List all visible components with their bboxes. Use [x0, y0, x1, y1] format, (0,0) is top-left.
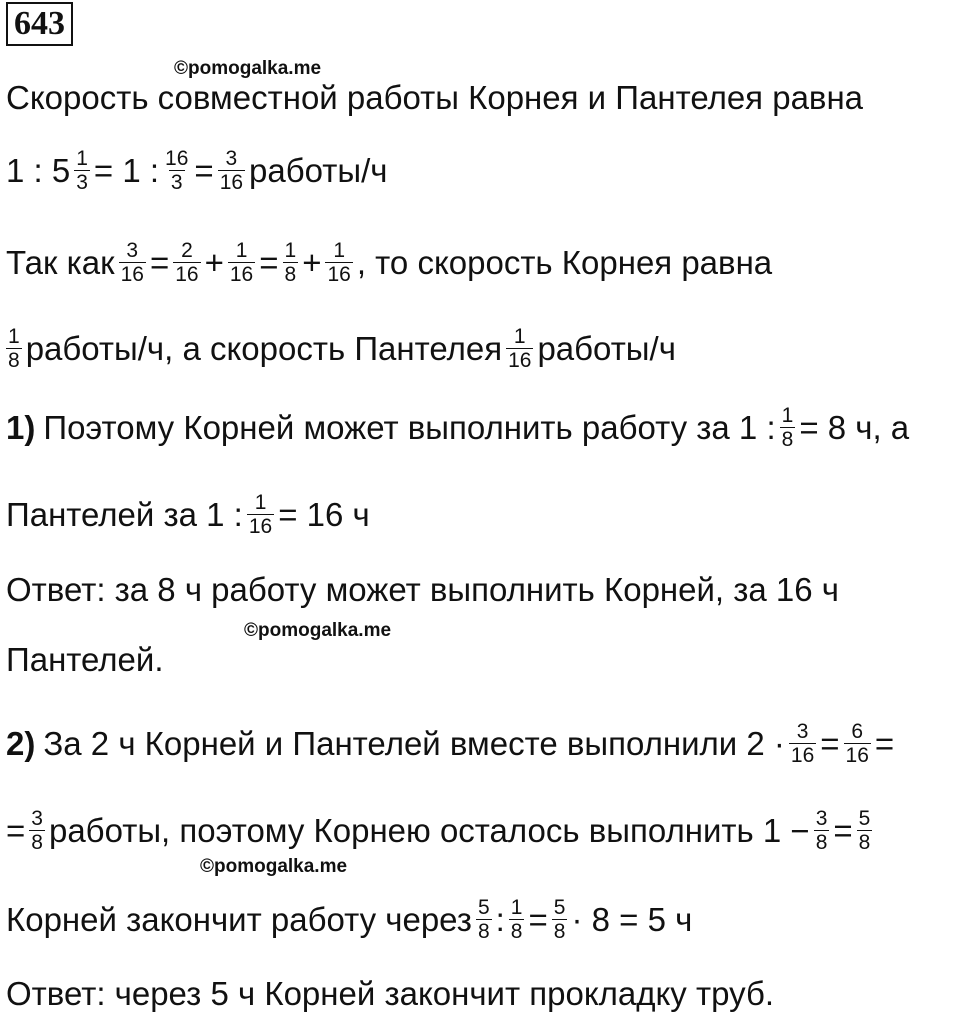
denominator: 16 — [248, 515, 273, 538]
text: = — [874, 725, 895, 762]
denominator: 8 — [510, 920, 523, 943]
text: За 2 ч Корней и Пантелей вместе выполнили 2 · — [43, 725, 785, 762]
numerator: 1 — [333, 239, 345, 262]
denominator: 3 — [170, 171, 183, 194]
text: = 1 : — [93, 152, 160, 189]
watermark: ©pomogalka.me — [174, 58, 322, 79]
line-11 — [6, 897, 692, 943]
numerator: 1 — [8, 325, 20, 348]
text: : — [495, 901, 505, 938]
denominator: 8 — [284, 263, 297, 286]
numerator: 3 — [31, 807, 43, 830]
fraction — [789, 721, 816, 767]
line-7 — [6, 570, 839, 610]
fraction — [283, 240, 299, 286]
fraction — [247, 492, 274, 538]
text: = 8 ч, а — [799, 409, 910, 446]
line-4 — [6, 326, 676, 372]
text: Пантелей за 1 : — [6, 496, 243, 533]
fraction — [163, 148, 190, 194]
denominator: 16 — [219, 171, 244, 194]
text: + — [204, 244, 224, 281]
line-10 — [6, 808, 876, 854]
text: = — [194, 152, 214, 189]
numerator: 5 — [858, 807, 871, 830]
fraction — [173, 240, 200, 286]
text: = — [528, 901, 548, 938]
line-6 — [6, 492, 370, 538]
fraction — [6, 326, 22, 372]
numerator: 1 — [254, 491, 267, 514]
fraction — [476, 897, 492, 943]
denominator: 16 — [229, 263, 254, 286]
denominator: 16 — [790, 744, 815, 767]
fraction — [844, 721, 871, 767]
fraction — [29, 808, 45, 854]
denominator: 8 — [858, 831, 871, 854]
denominator: 16 — [120, 263, 144, 286]
fraction — [857, 808, 873, 854]
text: = — [149, 244, 170, 281]
numerator: 1 — [513, 325, 526, 348]
line-2 — [6, 148, 387, 194]
numerator: 1 — [235, 239, 248, 262]
numerator: 1 — [510, 896, 523, 919]
text: = — [6, 812, 26, 849]
numerator: 2 — [181, 239, 193, 262]
numerator: 3 — [815, 807, 828, 830]
text: = — [259, 244, 279, 281]
final-answer: Ответ: через 5 ч Корней закончит прокладку труб. — [6, 975, 775, 1012]
watermark: ©pomogalka.me — [244, 620, 392, 641]
text: = — [820, 725, 840, 762]
fraction — [780, 405, 796, 451]
denominator: 8 — [815, 831, 828, 854]
answer-text: Ответ: за 8 ч работу может выполнить Корней, за 16 ч — [6, 571, 839, 608]
fraction — [218, 148, 245, 194]
fraction — [228, 240, 255, 286]
denominator: 16 — [508, 349, 532, 372]
text: работы/ч — [537, 330, 676, 367]
denominator: 8 — [8, 349, 20, 372]
numerator: 1 — [284, 239, 297, 262]
answer-text: Пантелей. — [6, 641, 164, 678]
watermark: ©pomogalka.me — [200, 856, 348, 877]
line-5 — [6, 405, 909, 451]
step-label: 2) — [6, 725, 36, 762]
numerator: 5 — [553, 896, 566, 919]
denominator: 8 — [781, 428, 794, 451]
denominator: 8 — [553, 920, 566, 943]
denominator: 16 — [175, 263, 199, 286]
text: , то скорость Корнея равна — [356, 244, 773, 281]
line-8 — [6, 640, 164, 680]
numerator: 1 — [781, 404, 794, 427]
text: работы/ч, а скорость Пантелея — [25, 330, 503, 367]
numerator: 3 — [126, 239, 139, 262]
text: · 8 = 5 ч — [571, 901, 693, 938]
fraction — [506, 326, 533, 372]
text: Корней закончит работу через — [6, 901, 472, 938]
denominator: 3 — [76, 171, 88, 194]
line-1-text: Скорость совместной работы Корнея и Пантелея равна — [6, 79, 864, 116]
fraction — [74, 148, 90, 194]
numerator: 3 — [796, 720, 809, 743]
text: Поэтому Корней может выполнить работу за 1 : — [43, 409, 776, 446]
line-1 — [6, 78, 863, 118]
text: Так как — [6, 244, 115, 281]
denominator: 16 — [845, 744, 869, 767]
text: = 16 ч — [278, 496, 370, 533]
text: 1 : 5 — [6, 152, 71, 189]
denominator: 16 — [327, 263, 351, 286]
line-3 — [6, 240, 772, 286]
numerator: 6 — [851, 720, 864, 743]
fraction — [509, 897, 525, 943]
numerator: 3 — [225, 147, 238, 170]
fraction — [325, 240, 352, 286]
line-9 — [6, 721, 894, 767]
text: = — [833, 812, 853, 849]
denominator: 8 — [477, 920, 490, 943]
fraction — [552, 897, 568, 943]
fraction — [814, 808, 830, 854]
line-12 — [6, 974, 774, 1014]
text: + — [302, 244, 322, 281]
text: работы/ч — [249, 152, 388, 189]
fraction — [119, 240, 146, 286]
numerator: 16 — [165, 147, 189, 170]
step-label: 1) — [6, 409, 36, 446]
numerator: 1 — [76, 147, 88, 170]
denominator: 8 — [31, 831, 43, 854]
text: работы, поэтому Корнею осталось выполнить 1 − — [48, 812, 810, 849]
numerator: 5 — [477, 896, 490, 919]
problem-number: 643 — [6, 2, 73, 46]
